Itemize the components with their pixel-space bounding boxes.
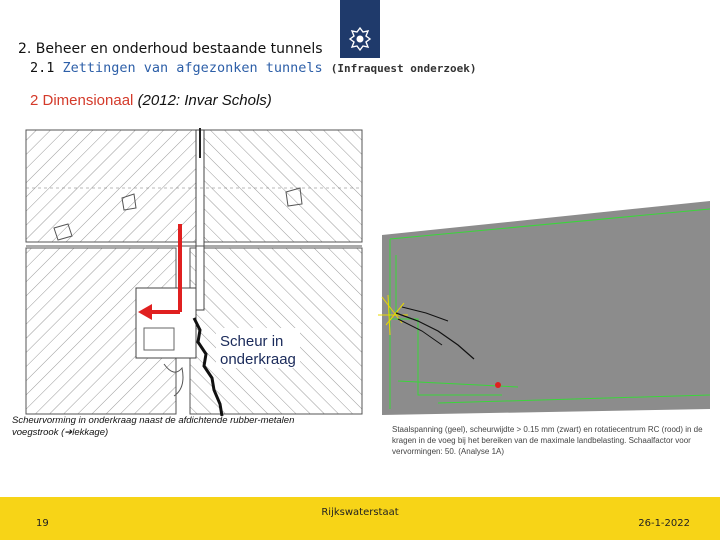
organisation-name: Rijkswaterstaat [321,507,399,518]
page-title-line-2 [30,60,476,76]
crest-icon [346,26,374,52]
right-figure-caption: Staalspanning (geel), scheurwijdte > 0.15 mm (zwart) en rotatiecentrum RC (rood) in de kragen in de voeg bij het bereiken van de maximale landbelasting. Schaalfactor voor vervormingen: 50. (Analyse 1A) [392,425,703,456]
footer-bar [0,497,720,540]
section-note: (Infraquest onderzoek) [330,62,477,75]
section-number: 2.1 [30,60,63,76]
fem-analysis-figure [378,195,710,415]
subheading-main: 2 Dimensionaal [30,92,134,109]
page-number: 19 [36,518,49,529]
crack-callout-line-1: Scheur in [220,333,284,350]
page-title-line-1: 2. Beheer en onderhoud bestaande tunnels [18,41,323,57]
crack-callout-line-2: onderkraag [220,351,296,368]
logo-block [340,0,380,58]
section-title: Zettingen van afgezonken tunnels [62,60,323,76]
subheading-detail: (2012: Invar Schols) [137,92,272,109]
slide-date: 26-1-2022 [638,518,690,529]
slide-subheading [30,92,272,109]
left-figure-caption: Scheurvorming in onderkraag naast de afdichtende rubber-metalen voegstrook (➔lekkage) [12,415,295,438]
rotation-centre-marker [495,382,501,388]
joint-cross-section-drawing [24,128,364,416]
